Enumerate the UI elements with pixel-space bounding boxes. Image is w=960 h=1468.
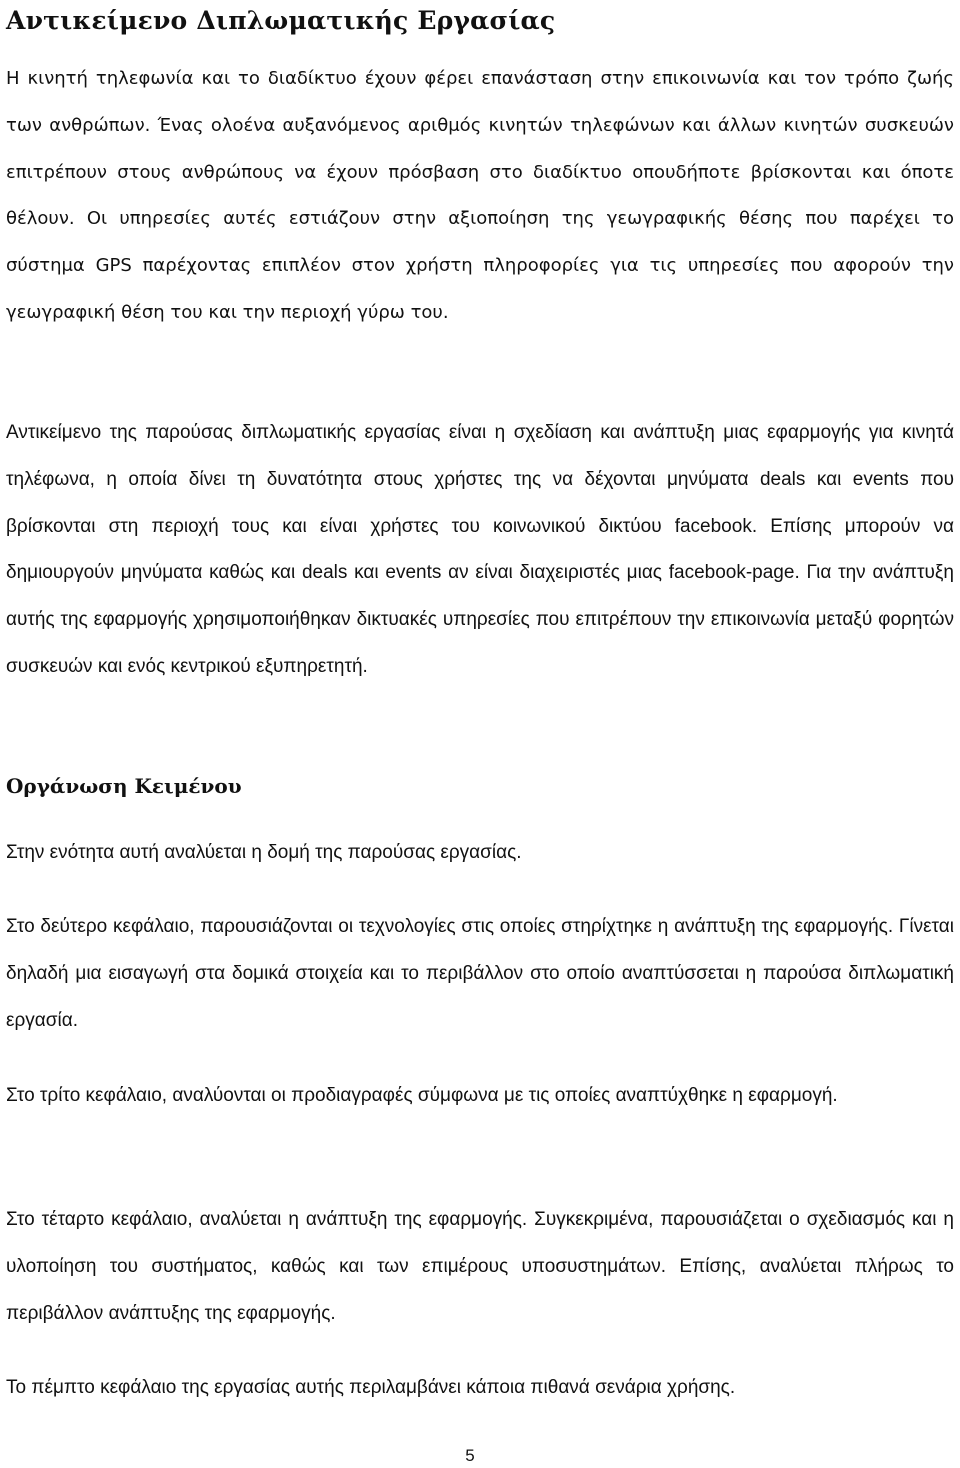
intro-paragraph: Η κινητή τηλεφωνία και το διαδίκτυο έχουν φέρει επανάσταση στην επικοινωνία και τον τρόπο ζωής των ανθρώπων. Ένας ολοένα αυξανόμενος αριθμός κινητών τηλεφώνων και άλλων κινητών συσκευών επιτρέπουν στους ανθρώπους να έχουν πρόσβαση στο διαδίκτυο οπουδήποτε βρίσκονται και όποτε θέλουν. Οι υπηρεσίες αυτές εστιάζουν στην αξιοποίηση της γεωγραφικής θέσης που παρέχει το σύστημα GPS παρέχοντας επιπλέον στον χρήστη πληροφορίες για τις υπηρεσίες που αφορούν την γεωγραφική θέση του και την περιοχή γύρω του. [6,68,954,323]
organization-paragraph-intro: Στην ενότητα αυτή αναλύεται η δομή της παρούσας εργασίας. [6,842,522,863]
organization-section-header [6,773,242,799]
chapter-two-paragraph: Στο δεύτερο κεφάλαιο, παρουσιάζονται οι τεχνολογίες στις οποίες στηρίχτηκε η ανάπτυξη της εφαρμογής. Γίνεται δηλαδή μια εισαγωγή στα δομικά στοιχεία και το περιβάλλον στο οποίο αναπτύσσεται η παρούσα διπλωματική εργασία. [6,916,954,1031]
section-title: Αντικείμενο Διπλωματικής Εργασίας [6,6,556,35]
organization-title: Οργάνωση Κειμένου [6,774,242,798]
page-number: 5 [465,1446,475,1465]
chapter-five-paragraph: Το πέμπτο κεφάλαιο της εργασίας αυτής περιλαμβάνει κάποια πιθανά σενάρια χρήσης. [6,1377,736,1398]
objective-paragraph: Αντικείμενο της παρούσας διπλωματικής εργασίας είναι η σχεδίαση και ανάπτυξη μιας εφαρμογής για κινητά τηλέφωνα, η οποία δίνει τη δυνατότητα στους χρήστες της να δέχονται μηνύματα deals και events που βρίσκονται στη περιοχή τους και είναι χρήστες του κοινωνικού δικτύου facebook. Επίσης μπορούν να δημιουργούν μηνύματα καθώς και deals και events αν είναι διαχειριστές μιας facebook-page. Για την ανάπτυξη αυτής της εφαρμογής χρησιμοποιήθηκαν δικτυακές υπηρεσίες που επιτρέπουν την επικοινωνία μεταξύ φορητών συσκευών και ενός κεντρικού εξυπηρετητή. [6,422,954,677]
chapter-four-paragraph: Στο τέταρτο κεφάλαιο, αναλύεται η ανάπτυξη της εφαρμογής. Συγκεκριμένα, παρουσιάζεται ο σχεδιασμός και η υλοποίηση του συστήματος, καθώς και των επιμέρους υποσυστημάτων. Επίσης, αναλύεται πλήρως το περιβάλλον ανάπτυξης της εφαρμογής. [6,1209,954,1324]
document-page [6,0,954,1398]
chapter-three-paragraph: Στο τρίτο κεφάλαιο, αναλύονται οι προδιαγραφές σύμφωνα με τις οποίες αναπτύχθηκε η εφαρμογή. [6,1085,838,1106]
